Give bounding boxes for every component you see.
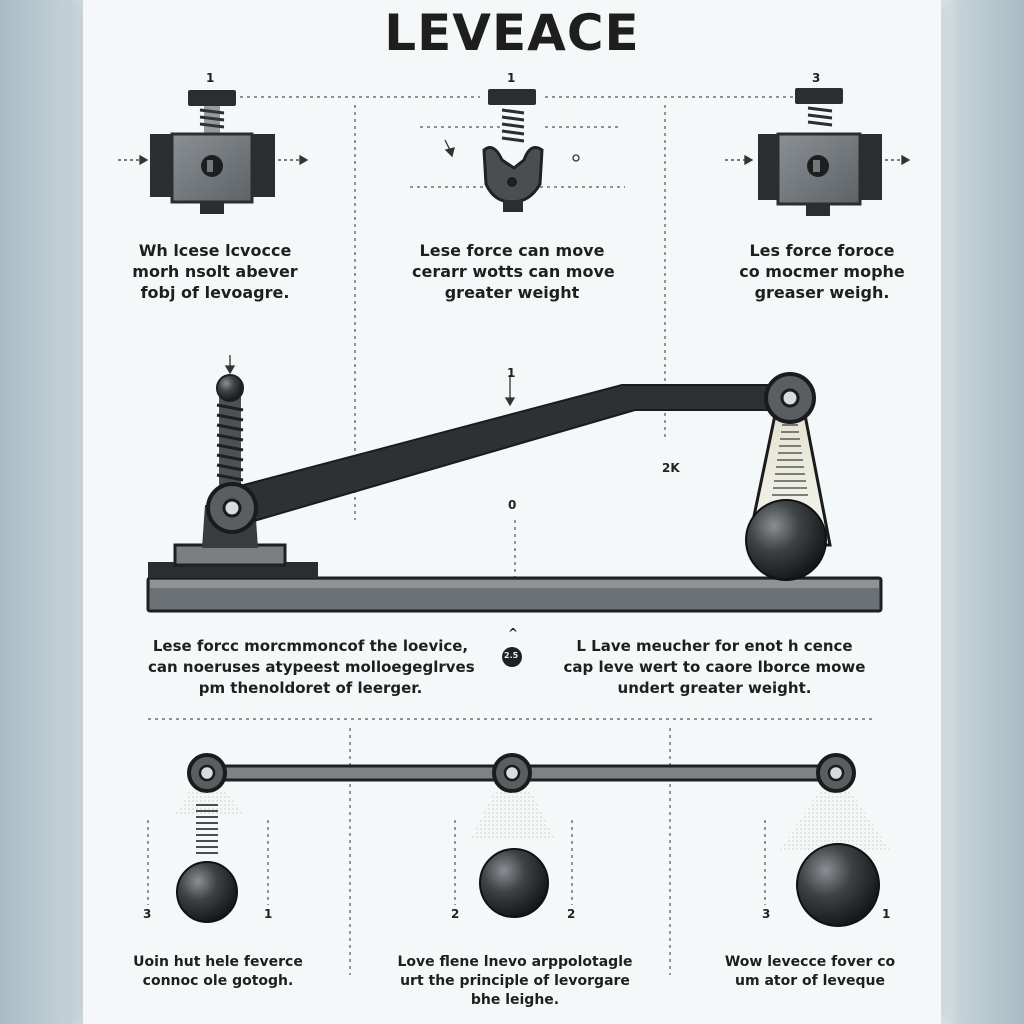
label-top-right-num: 3: [812, 71, 821, 85]
lever-arm: [208, 385, 792, 532]
caption-middle-left: Lese forcc morcmmoncof the loevice, can noeruses atypeest molloegeglrves pm thenoldoret of leerger.: [148, 637, 475, 697]
bottom-shadows: [175, 790, 890, 850]
label-mid-caret: ^: [508, 626, 519, 640]
label-top-left-num: 1: [206, 71, 215, 85]
label-bot-mid-a: 2: [451, 907, 460, 921]
rod-pivot-right: [818, 755, 854, 791]
label-mid-2k: 2K: [662, 461, 680, 475]
caption-middle-right: L Lave meucher for enot h cence cap leve wert to caore lborce mowe undert greater weight.: [563, 637, 866, 697]
caption-bottom-left: Uoin hut hele feverce connoc ole gotogh.: [133, 954, 303, 989]
weight-small: [177, 862, 237, 922]
bottom-rod: [189, 755, 854, 791]
weight-medium: [480, 849, 548, 917]
caption-bottom-right: Wow levecce fover co um ator of leveque: [724, 954, 896, 989]
clamp-top-middle: [484, 89, 542, 212]
caption-bottom-middle: Love flene lnevo arppolotagle urt the principle of levorgare bhe leighe.: [397, 954, 633, 1008]
rod-pivot-middle: [494, 755, 530, 791]
clamp-top-right: [758, 88, 882, 216]
label-mid-zero: 0: [508, 498, 517, 512]
label-bot-right-a: 3: [762, 907, 771, 921]
label-bot-left-b: 1: [264, 907, 273, 921]
label-bot-right-b: 1: [882, 907, 891, 921]
poster-title: LEVEACE: [384, 4, 640, 62]
caption-top-right: Les force foroce co mocmer mophe greaser weigh.: [739, 241, 905, 302]
caption-top-middle: Lese force can move cerarr wotts can move greater weight: [412, 241, 615, 302]
clamp-top-left: [150, 90, 275, 214]
caption-top-left: Wh lcese lcvocce morh nsolt abever fobj of levoagre.: [132, 241, 298, 302]
weight-large: [797, 844, 879, 926]
label-mid-arrow-num: 1: [507, 366, 516, 380]
label-mid-badge: 2.5: [504, 651, 519, 660]
label-top-mid-num: 1: [507, 71, 516, 85]
label-bot-left-a: 3: [143, 907, 152, 921]
label-bot-mid-b: 2: [567, 907, 576, 921]
rod-pivot-left: [189, 755, 225, 791]
